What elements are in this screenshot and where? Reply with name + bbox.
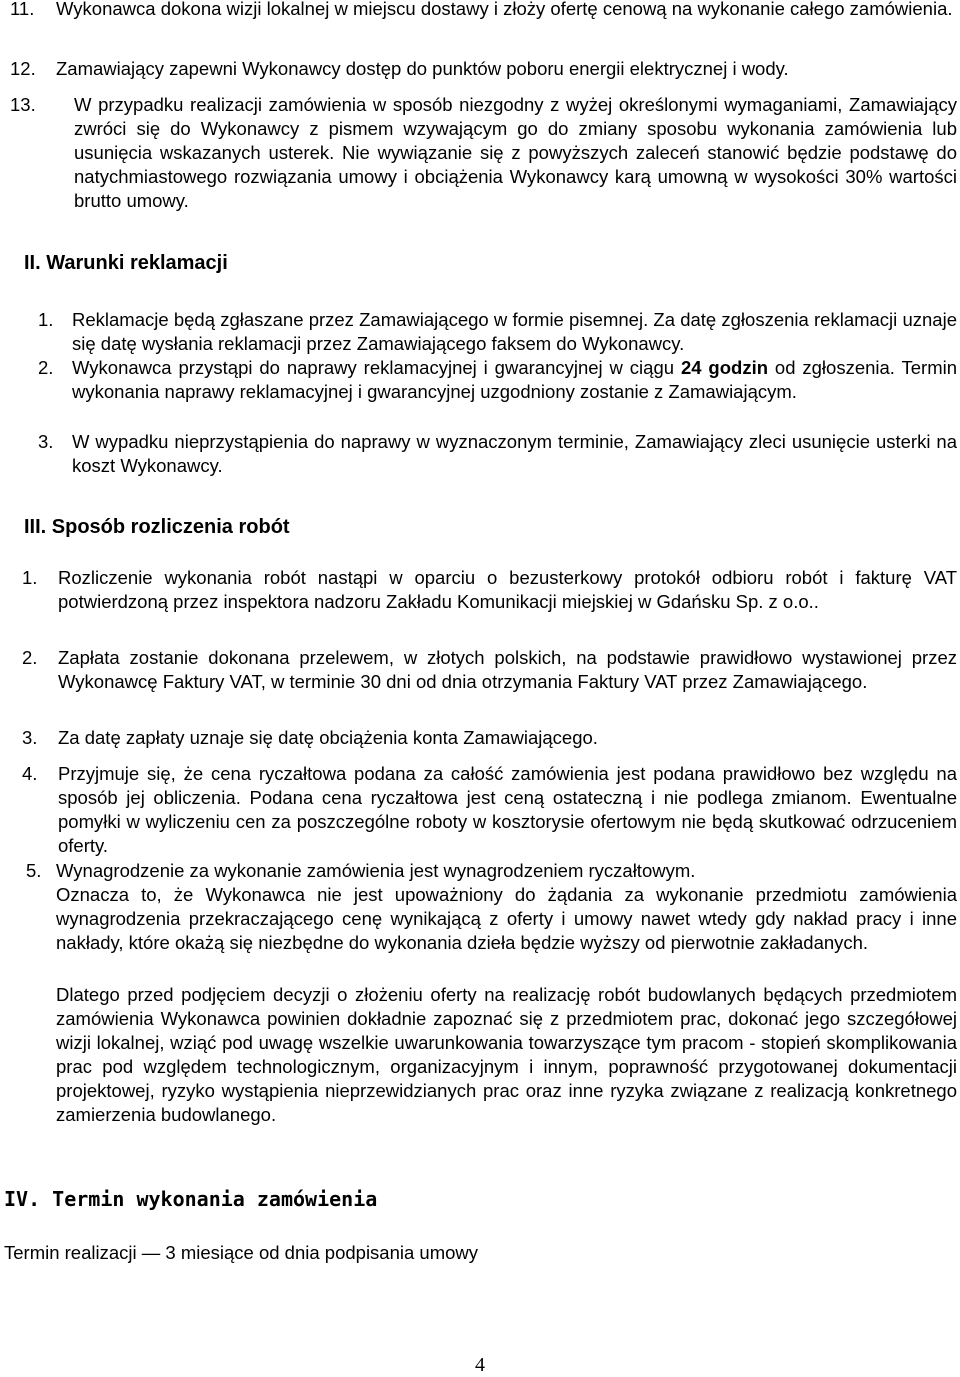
- item-text: Przyjmuje się, że cena ryczałtowa podana za całość zamówienia jest podana prawidłowo bez względu na sposób jej obliczenia. Podana cena ryczałtowa jest ceną ostateczną i nie podlega zmianom. Ewentualne pomyłki w wyliczeniu cen za poszczególne roboty w kosztorysie ofertowym nie będą skutkować odrzuceniem oferty.: [58, 763, 957, 856]
- list-item: [10, 93, 957, 213]
- list-item: [38, 308, 957, 356]
- item-number: 11.: [10, 0, 35, 19]
- list-item: [26, 859, 957, 883]
- item-number: 1.: [38, 309, 54, 330]
- item-number: 3.: [22, 727, 38, 748]
- section-heading: IV. Termin wykonania zamówienia: [4, 1187, 378, 1211]
- item-number: 2.: [38, 357, 54, 378]
- item-text: Wykonawca dokona wizji lokalnej w miejscu dostawy i złoży ofertę cenową na wykonanie całego zamówienia.: [56, 0, 953, 19]
- list-item: [22, 646, 957, 694]
- item-text: Wykonawca przystąpi do naprawy reklamacyjnej i gwarancyjnej w ciągu 24 godzin od zgłoszenia. Termin wykonania naprawy reklamacyjnej i gwarancyjnej uzgodniony zostanie z Zamawiającym.: [72, 357, 958, 402]
- list-item: [22, 566, 957, 614]
- item-number: 5.: [26, 860, 42, 881]
- item-number: 3.: [38, 431, 54, 452]
- deadline-bold: 24 godzin: [680, 357, 769, 378]
- item-text: Wynagrodzenie za wykonanie zamówienia jest wynagrodzeniem ryczałtowym.: [56, 860, 696, 881]
- item-text: Reklamacje będą zgłaszane przez Zamawiającego w formie pisemnej. Za datę zgłoszenia reklamacji uznaje się datę wysłania reklamacji przez Zamawiającego faksem do Wykonawcy.: [72, 309, 957, 354]
- item-number: 1.: [22, 567, 38, 588]
- item-number: 13.: [10, 94, 36, 115]
- item-number: 2.: [22, 647, 38, 668]
- section-heading: II. Warunki reklamacji: [24, 252, 228, 274]
- list-item: [38, 430, 957, 478]
- item-text: Za datę zapłaty uznaje się datę obciążenia konta Zamawiającego.: [58, 727, 598, 748]
- item-text: W przypadku realizacji zamówienia w sposób niezgodny z wyżej określonymi wymaganiami, Zamawiający zwróci się do Wykonawcy z pismem wzywającym go do zmiany sposobu wykonania zamówienia lub usunięcia wskazanych usterek. Nie wywiązanie się z powyższych zaleceń stanowić będzie podstawę do natychmiastowego rozwiązania umowy i obciążenia Wykonawcy karą umowną w wysokości 30% wartości brutto umowy.: [74, 94, 957, 211]
- list-item: [22, 762, 957, 858]
- item-text: Zapłata zostanie dokonana przelewem, w złotych polskich, na podstawie prawidłowo wystawionej przez Wykonawcę Faktury VAT, w terminie 30 dni od dnia otrzymania Faktury VAT przez Zamawiającego.: [58, 647, 957, 692]
- list-item: [38, 356, 957, 404]
- item-number: 4.: [22, 763, 38, 784]
- list-item: [10, 57, 957, 81]
- item-text: Zamawiający zapewni Wykonawcy dostęp do punktów poboru energii elektrycznej i wody.: [56, 58, 789, 79]
- list-item: [10, 0, 957, 21]
- paragraph: Dlatego przed podjęciem decyzji o złożeniu oferty na realizację robót budowlanych będących przedmiotem zamówienia Wykonawca powinien dokładnie zapoznać się z przedmiotem prac, dokonać jego szczegółowej wizji lokalnej, wziąć pod uwagę wszelkie uwarunkowania towarzyszące tym pracom - stopień skomplikowania prac pod względem technologicznym, organizacyjnym i innym, poprawność przygotowanej dokumentacji projektowej, ryzyko wystąpienia nieprzewidzianych prac oraz inne ryzyka związane z realizacją konkretnego zamierzenia budowlanego.: [56, 984, 957, 1125]
- list-item: [22, 726, 957, 750]
- item-text: W wypadku nieprzystąpienia do naprawy w wyznaczonym terminie, Zamawiający zleci usunięcie usterki na koszt Wykonawcy.: [72, 431, 957, 476]
- section-heading: III. Sposób rozliczenia robót: [24, 516, 290, 538]
- deadline-text: Termin realizacji — 3 miesiące od dnia podpisania umowy: [4, 1242, 479, 1263]
- page-number: 4: [475, 1354, 485, 1376]
- item-text: Rozliczenie wykonania robót nastąpi w oparciu o bezusterkowy protokół odbioru robót i fakturę VAT potwierdzoną przez inspektora nadzoru Zakładu Komunikacji miejskiej w Gdańsku Sp. z o.o..: [58, 567, 957, 612]
- item-number: 12.: [10, 58, 36, 79]
- paragraph: Oznacza to, że Wykonawca nie jest upoważniony do żądania za wykonanie przedmiotu zamówienia wynagrodzenia przekraczającego cenę wynikającą z oferty i umowy nawet wtedy gdy nakład pracy i inne nakłady, które okażą się niezbędne do wykonania dzieła będzie wyższy od pierwotnie zakładanych.: [56, 884, 957, 953]
